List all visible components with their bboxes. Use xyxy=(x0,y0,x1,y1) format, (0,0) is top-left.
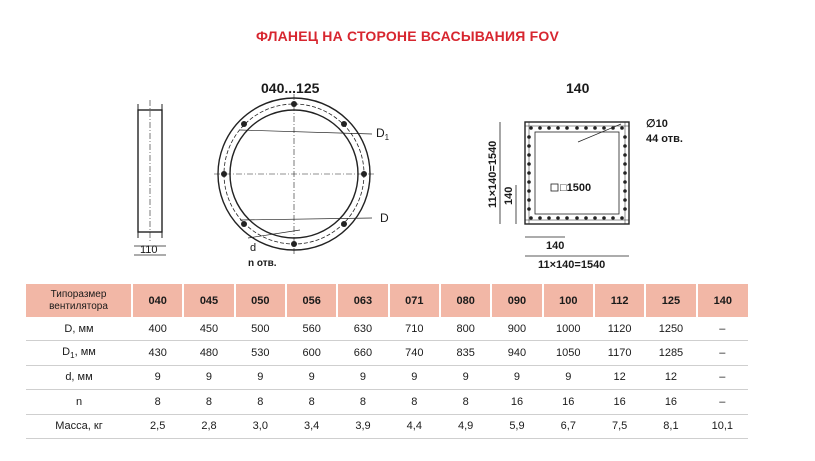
table-header-row xyxy=(26,284,748,317)
table-cell: 8 xyxy=(337,390,388,414)
size-header: 040 xyxy=(132,284,183,317)
table-cell: 9 xyxy=(389,365,440,389)
table-cell: 3,4 xyxy=(286,414,337,438)
size-header: 071 xyxy=(389,284,440,317)
table-cell: 9 xyxy=(543,365,594,389)
table-cell: 16 xyxy=(645,390,696,414)
square-hole-d-label: ∅10 xyxy=(646,118,668,130)
round-flange-view xyxy=(214,94,374,254)
table-cell: 8 xyxy=(183,390,234,414)
size-header: 125 xyxy=(645,284,696,317)
table-cell: 430 xyxy=(132,341,183,365)
table-cell: 8 xyxy=(440,390,491,414)
table-cell: 660 xyxy=(337,341,388,365)
table-cell: 740 xyxy=(389,341,440,365)
page-title: ФЛАНЕЦ НА СТОРОНЕ ВСАСЫВАНИЯ FOV xyxy=(255,28,559,44)
table-cell: 800 xyxy=(440,317,491,341)
table-cell: 9 xyxy=(337,365,388,389)
size-header: 045 xyxy=(183,284,234,317)
table-cell: 16 xyxy=(594,390,645,414)
table-cell: 450 xyxy=(183,317,234,341)
hole-n-label: n отв. xyxy=(248,258,277,269)
table-cell: 12 xyxy=(594,365,645,389)
table-cell: 5,9 xyxy=(491,414,542,438)
table-cell: 940 xyxy=(491,341,542,365)
table-cell: 8 xyxy=(132,390,183,414)
side-width-dim: 110 xyxy=(140,244,158,256)
d1-dim-label: $D_1$ xyxy=(376,126,390,142)
table-cell: 600 xyxy=(286,341,337,365)
square-hole-n-label: 44 отв. xyxy=(646,133,683,145)
square-bolt-holes xyxy=(527,126,627,220)
table-cell: 4,9 xyxy=(440,414,491,438)
table-cell: 2,5 xyxy=(132,414,183,438)
size-header: 140 xyxy=(697,284,748,317)
table-cell: 9 xyxy=(132,365,183,389)
table-cell: 630 xyxy=(337,317,388,341)
table-cell: 3,0 xyxy=(235,414,286,438)
table-cell: 16 xyxy=(543,390,594,414)
row-label: d, мм xyxy=(26,365,132,389)
row-label: Масса, кг xyxy=(26,414,132,438)
size-header: 050 xyxy=(235,284,286,317)
size-header: 080 xyxy=(440,284,491,317)
table-cell: 9 xyxy=(235,365,286,389)
size-header: 056 xyxy=(286,284,337,317)
table-cell: 8 xyxy=(286,390,337,414)
table-row xyxy=(26,365,748,389)
square-inner-dim: □1500 xyxy=(560,182,592,194)
table-cell: 530 xyxy=(235,341,286,365)
table-cell: 9 xyxy=(183,365,234,389)
flange-dimension-table xyxy=(26,284,748,439)
table-cell: – xyxy=(697,341,748,365)
table-cell: 8 xyxy=(235,390,286,414)
table-cell: – xyxy=(697,317,748,341)
table-row xyxy=(26,317,748,341)
table-row xyxy=(26,414,748,438)
square-pitch-dim: 140 xyxy=(546,240,565,252)
table-cell: 3,9 xyxy=(337,414,388,438)
square-vertical-overall-dim: 11×140=1540 xyxy=(487,140,499,208)
table-cell: 900 xyxy=(491,317,542,341)
table-cell: – xyxy=(697,390,748,414)
row-label: $D_1$, мм xyxy=(26,341,132,365)
round-flange-label: 040...125 xyxy=(261,80,320,96)
square-flange-label: 140 xyxy=(566,80,590,96)
square-vertical-pitch-dim: 140 xyxy=(503,186,515,205)
size-header: 063 xyxy=(337,284,388,317)
table-cell: 7,5 xyxy=(594,414,645,438)
table-cell: 12 xyxy=(645,365,696,389)
table-cell: 1285 xyxy=(645,341,696,365)
table-header-label: Типоразмер вентилятора xyxy=(26,284,132,317)
size-header: 090 xyxy=(491,284,542,317)
table-cell: 9 xyxy=(440,365,491,389)
row-label: D, мм xyxy=(26,317,132,341)
d-dim-label: D xyxy=(380,211,389,225)
table-cell: 1170 xyxy=(594,341,645,365)
table-cell: 10,1 xyxy=(697,414,748,438)
table-cell: 16 xyxy=(491,390,542,414)
table-cell: 1000 xyxy=(543,317,594,341)
flange-side-view xyxy=(134,100,166,255)
table-cell: 1120 xyxy=(594,317,645,341)
table-row xyxy=(26,341,748,365)
table-cell: 8 xyxy=(389,390,440,414)
table-cell: 9 xyxy=(286,365,337,389)
table-cell: 2,8 xyxy=(183,414,234,438)
table-cell: 1250 xyxy=(645,317,696,341)
table-cell: 8,1 xyxy=(645,414,696,438)
table-cell: 560 xyxy=(286,317,337,341)
table-cell: 480 xyxy=(183,341,234,365)
square-overall-dim: 11×140=1540 xyxy=(538,259,606,271)
table-cell: 500 xyxy=(235,317,286,341)
table-cell: 9 xyxy=(491,365,542,389)
table-cell: 400 xyxy=(132,317,183,341)
table-cell: – xyxy=(697,365,748,389)
size-header: 112 xyxy=(594,284,645,317)
table-cell: 6,7 xyxy=(543,414,594,438)
table-cell: 1050 xyxy=(543,341,594,365)
table-cell: 4,4 xyxy=(389,414,440,438)
hole-d-label: d xyxy=(250,242,257,254)
row-label: n xyxy=(26,390,132,414)
table-cell: 710 xyxy=(389,317,440,341)
table-cell: 835 xyxy=(440,341,491,365)
table-row xyxy=(26,390,748,414)
size-header: 100 xyxy=(543,284,594,317)
